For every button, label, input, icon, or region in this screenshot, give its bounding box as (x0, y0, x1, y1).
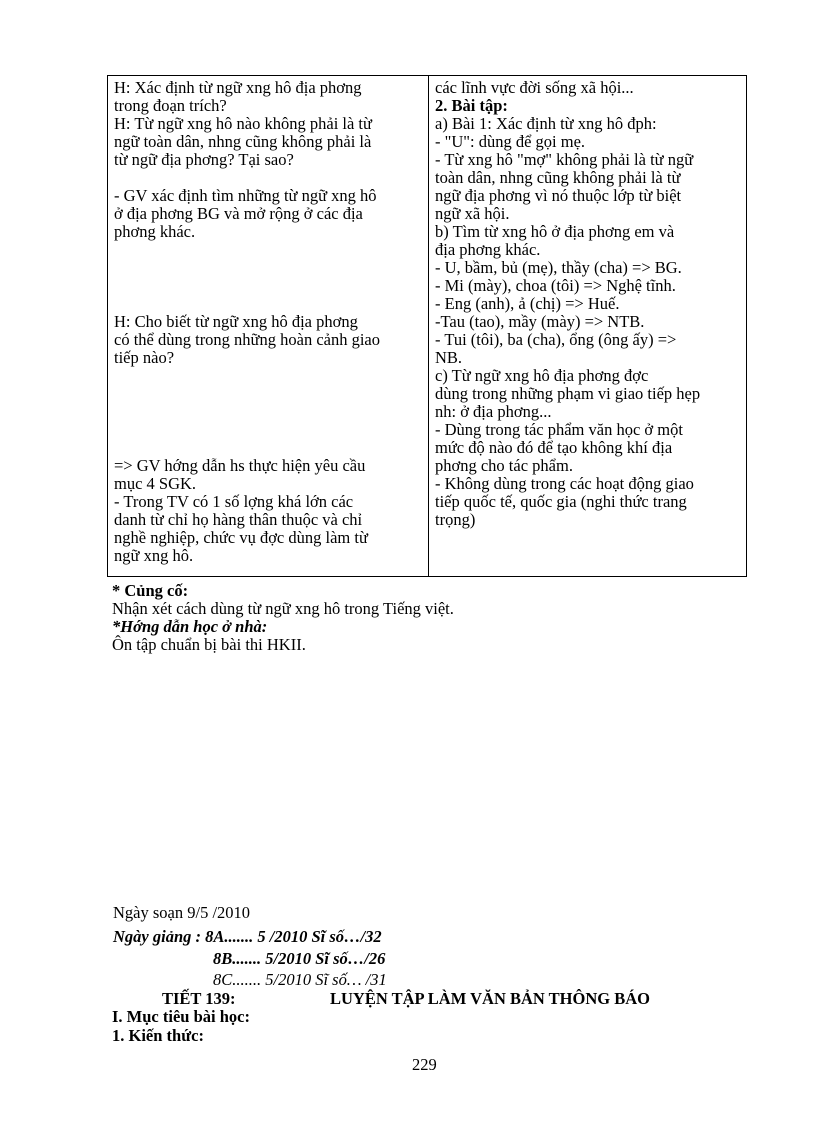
text-line: mục 4 SGK. (114, 474, 197, 493)
text-line: - Dùng trong tác phẩm văn học ở một (435, 420, 683, 439)
exercise-heading: 2. Bài tập: (435, 96, 508, 115)
page-number: 229 (412, 1055, 437, 1074)
text-line: nghề nghiệp, chức vụ đợc dùng làm từ (114, 528, 368, 547)
homework-text: Ôn tập chuẩn bị bài thi HKII. (112, 635, 306, 654)
text-line: mức độ nào đó để tạo không khí địa (435, 438, 673, 457)
lesson-table (107, 75, 747, 577)
lesson-number: TIẾT 139: (162, 989, 236, 1008)
text-line: b) Tìm từ xng hô ở địa phơng em và (435, 222, 675, 241)
text-line: địa phơng khác. (435, 240, 541, 259)
text-line: phơng cho tác phẩm. (435, 456, 573, 475)
text-line: H: Cho biết từ ngữ xng hô địa phơng (114, 312, 358, 331)
text-line: danh từ chỉ họ hàng thân thuộc và chỉ (114, 510, 363, 529)
text-line: ngữ xng hô. (114, 546, 194, 565)
text-line: - Eng (anh), ả (chị) => Huế. (435, 294, 620, 313)
teacher-note-block (114, 187, 377, 241)
text-line: ngữ xã hội. (435, 204, 510, 223)
objectives-heading: I. Mục tiêu bài học: (112, 1007, 250, 1026)
guidance-block (114, 457, 368, 565)
text-line: có thể dùng trong những hoàn cảnh giao (114, 330, 381, 349)
text-line: - "U": dùng để gọi mẹ. (435, 132, 586, 151)
knowledge-heading: 1. Kiến thức: (112, 1026, 204, 1045)
text-line: - Từ xng hô "mợ" không phải là từ ngữ (435, 150, 694, 169)
text-line: - Không dùng trong các hoạt động giao (435, 474, 694, 493)
table-column-divider (428, 76, 429, 576)
teaching-date-8c: 8C....... 5/2010 Sĩ số… /31 (213, 970, 387, 989)
text-line: trọng) (435, 510, 476, 529)
text-line: H: Xác định từ ngữ xng hô địa phơng (114, 78, 362, 97)
text-line: trong đoạn trích? (114, 96, 227, 115)
question-block-2 (114, 313, 380, 367)
homework-heading: *Hớng dẫn học ở nhà: (112, 617, 268, 636)
text-line: toàn dân, nhng cũng không phải là từ (435, 168, 681, 187)
teaching-date-8a: Ngày giảng : 8A....... 5 /2010 Sĩ số…/32 (113, 927, 382, 946)
consolidation-text: Nhận xét cách dùng từ ngữ xng hô trong Tiếng việt. (112, 599, 454, 618)
text-line: tiếp nào? (114, 348, 175, 367)
text-line: a) Bài 1: Xác định từ xng hô đph: (435, 114, 657, 133)
text-line: từ ngữ địa phơng? Tại sao? (114, 150, 294, 169)
text-line: - Trong TV có 1 số lợng khá lớn các (114, 492, 354, 511)
text-line: - GV xác định tìm những từ ngữ xng hô (114, 186, 377, 205)
text-line: nh: ở địa phơng... (435, 402, 552, 421)
lesson-title: LUYỆN TẬP LÀM VĂN BẢN THÔNG BÁO (330, 989, 650, 1008)
text-line: - Mi (mày), choa (tôi) => Nghệ tĩnh. (435, 276, 676, 295)
text-line: dùng trong những phạm vi giao tiếp hẹp (435, 384, 701, 403)
text-line: -Tau (tao), mầy (mày) => NTB. (435, 312, 645, 331)
consolidation-heading: * Củng cố: (112, 581, 189, 600)
table-right-column (435, 79, 740, 529)
text-line: tiếp quốc tế, quốc gia (nghi thức trang (435, 492, 687, 511)
text-line: ngữ địa phơng vì nó thuộc lớp từ biệt (435, 186, 682, 205)
text-line: c) Từ ngữ xng hô địa phơng đợc (435, 366, 649, 385)
text-line: NB. (435, 348, 463, 367)
text-line: - Tui (tôi), ba (cha), ổng (ông ấy) => (435, 330, 677, 349)
text-line: ngữ toàn dân, nhng cũng không phải là (114, 132, 372, 151)
text-line: ở địa phơng BG và mở rộng ở các địa (114, 204, 363, 223)
text-line: - U, bầm, bủ (mẹ), thầy (cha) => BG. (435, 258, 682, 277)
text-line: => GV hớng dẫn hs thực hiện yêu cầu (114, 456, 366, 475)
text-line: các lĩnh vực đời sống xã hội... (435, 78, 634, 97)
text-line: H: Từ ngữ xng hô nào không phải là từ (114, 114, 372, 133)
text-line: phơng khác. (114, 222, 196, 241)
prep-date: Ngày soạn 9/5 /2010 (113, 903, 251, 922)
teaching-date-8b: 8B....... 5/2010 Sĩ số…/26 (213, 949, 386, 968)
question-block-1 (114, 79, 372, 169)
